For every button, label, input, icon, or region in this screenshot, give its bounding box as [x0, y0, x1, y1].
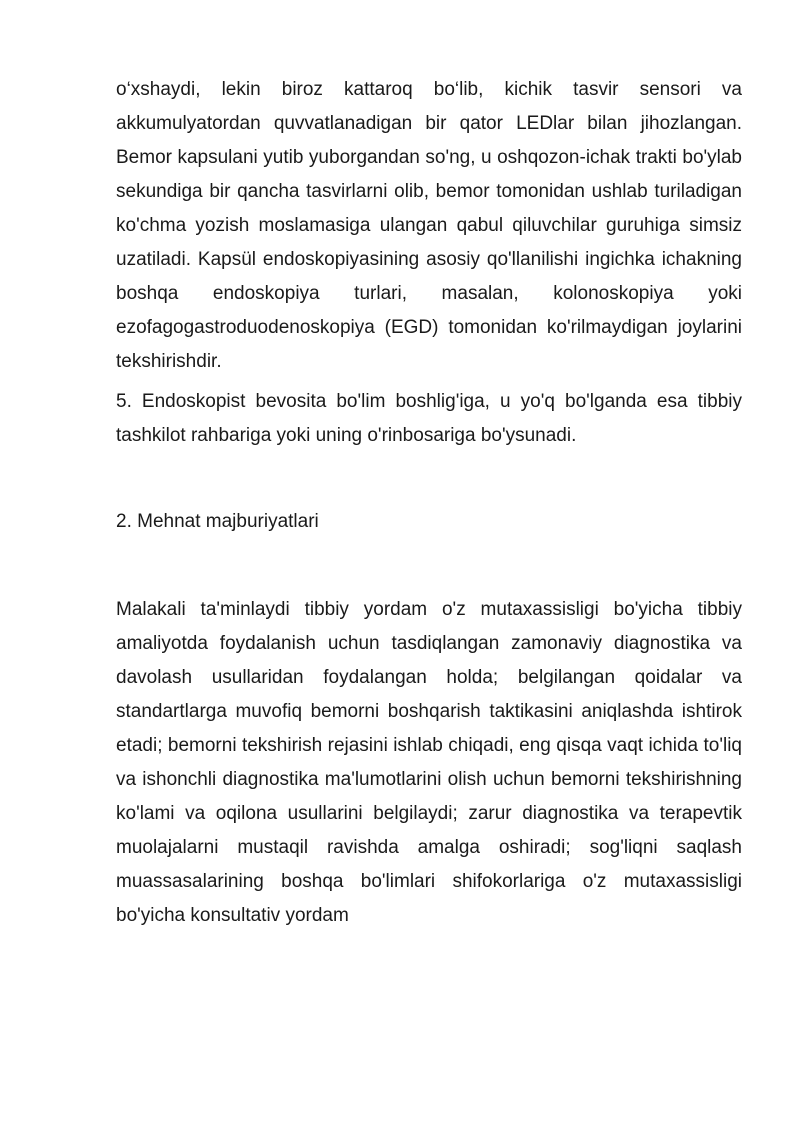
section-heading: 2. Mehnat majburiyatlari — [116, 511, 319, 532]
paragraph-duties: Malakali ta'minlaydi tibbiy yordam o'z mutaxassisligi bo'yicha tibbiy amaliyotda foydalanish uchun tasdiqlangan zamonaviy diagnostika va davolash usullaridan foydalangan holda; belgilangan qoidalar va standartlarga muvofiq bemorni boshqarish taktikasini aniqlashda ishtirok etadi; bemorni tekshirish rejasini ishlab chiqadi, eng qisqa vaqt ichida to'liq va ishonchli diagnostika ma'lumotlarini olish uchun bemorni tekshirishning ko'lami va oqilona usullarini belgilaydi; zarur diagnostika va terapevtik muolajalarni mustaqil ravishda amalga oshiradi; sog'liqni saqlash muassasalarining boshqa bo'limlari shifokorlariga o'z mutaxassisligi bo'yicha konsultativ yordam — [116, 599, 742, 926]
document-body — [116, 73, 742, 933]
paragraph-capsule-endoscopy: o‘xshaydi, lekin biroz kattaroq bo‘lib, kichik tasvir sensori va akkumulyatordan quvvatlanadigan bir qator LEDlar bilan jihozlangan. Bemor kapsulani yutib yuborgandan so'ng, u oshqozon-ichak trakti bo'ylab sekundiga bir qancha tasvirlarni olib, bemor tomonidan ushlab turiladigan ko'chma yozish moslamasiga ulangan qabul qiluvchilar guruhiga simsiz uzatiladi. Kapsül endoskopiyasining asosiy qo'llanilishi ingichka ichakning boshqa endoskopiya turlari, masalan, kolonoskopiya yoki ezofagogastroduodenoskopiya (EGD) tomonidan ko'rilmaydigan joylarini tekshirishdir. — [116, 79, 742, 372]
paragraph-subordination: 5. Endoskopist bevosita bo'lim boshlig'iga, u yo'q bo'lganda esa tibbiy tashkilot rahbariga yoki uning o'rinbosariga bo'ysunadi. — [116, 391, 742, 446]
